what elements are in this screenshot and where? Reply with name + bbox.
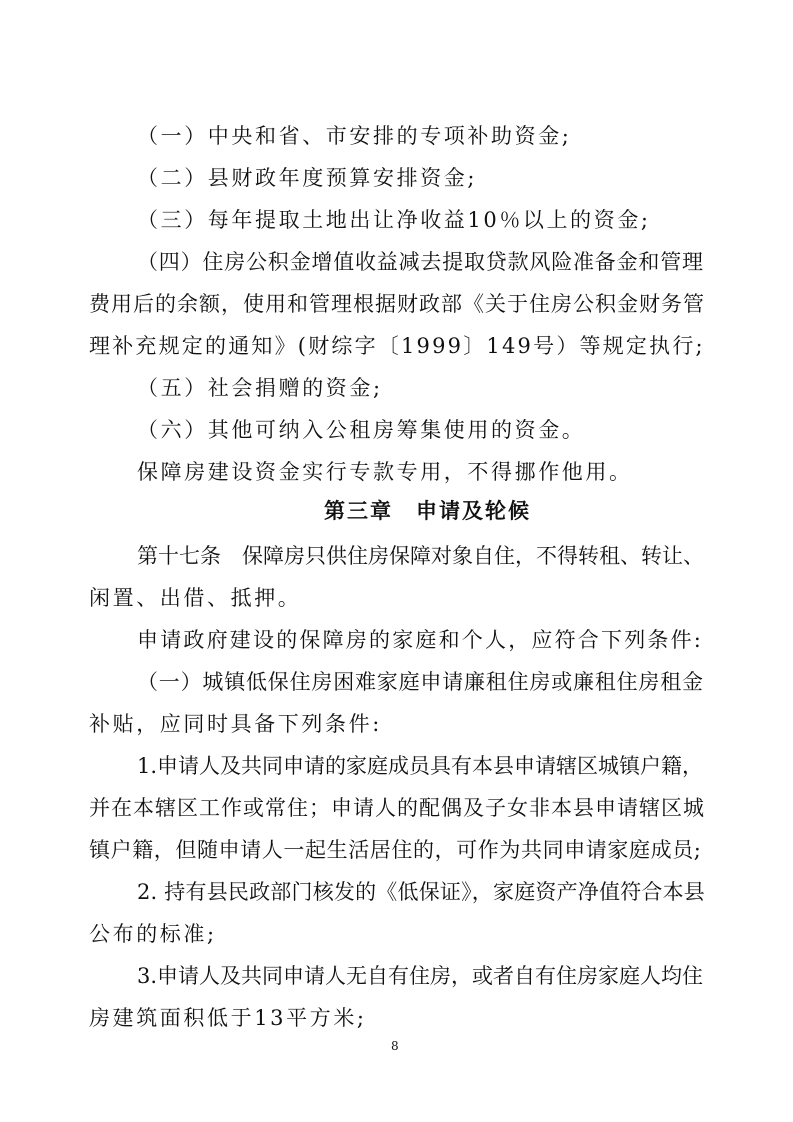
body-line: 房建筑面积低于13平方米; — [89, 1006, 367, 1030]
body-line: （二）县财政年度预算安排资金; — [137, 166, 478, 190]
body-line: 费用后的余额，使用和管理根据财政部《关于住房公积金财务管 — [89, 292, 705, 316]
body-line: （四）住房公积金增值收益减去提取贷款风险准备金和管理 — [137, 250, 704, 274]
body-line: 申请政府建设的保障房的家庭和个人，应符合下列条件: — [137, 628, 704, 652]
body-line: （六）其他可纳入公租房筹集使用的资金。 — [137, 418, 586, 442]
chapter-heading: 第三章 申请及轮候 — [324, 499, 531, 523]
body-line: 1.申请人及共同申请的家庭成员具有本县申请辖区城镇户籍， — [137, 754, 704, 778]
body-line: 理补充规定的通知》(财综字〔1999〕149号）等规定执行; — [89, 334, 705, 358]
page-number: 8 — [391, 1039, 399, 1053]
body-line: 3.申请人及共同申请人无自有住房，或者自有住房家庭人均住 — [137, 964, 704, 988]
body-line: 公布的标准; — [89, 922, 217, 946]
body-line: （五）社会捐赠的资金; — [137, 376, 383, 400]
body-line: 补贴，应同时具备下列条件: — [89, 712, 382, 736]
body-line: （一）中央和省、市安排的专项补助资金; — [137, 124, 572, 148]
body-line: 镇户籍，但随申请人一起生活居住的，可作为共同申请家庭成员; — [89, 838, 702, 862]
body-line: 保障房建设资金实行专款专用，不得挪作他用。 — [137, 460, 633, 484]
body-line: （三）每年提取土地出让净收益10％以上的资金; — [137, 208, 651, 232]
body-line: 2. 持有县民政部门核发的《低保证》，家庭资产净值符合本县 — [137, 880, 706, 904]
body-line: 并在本辖区工作或常住；申请人的配偶及子女非本县申请辖区城 — [89, 796, 705, 820]
body-line: 第十七条 保障房只供住房保障对象自住，不得转租、转让、 — [137, 544, 704, 568]
body-line: 闲置、出借、抵押。 — [89, 586, 302, 610]
body-line: （一）城镇低保住房困难家庭申请廉租住房或廉租住房租金 — [137, 670, 704, 694]
